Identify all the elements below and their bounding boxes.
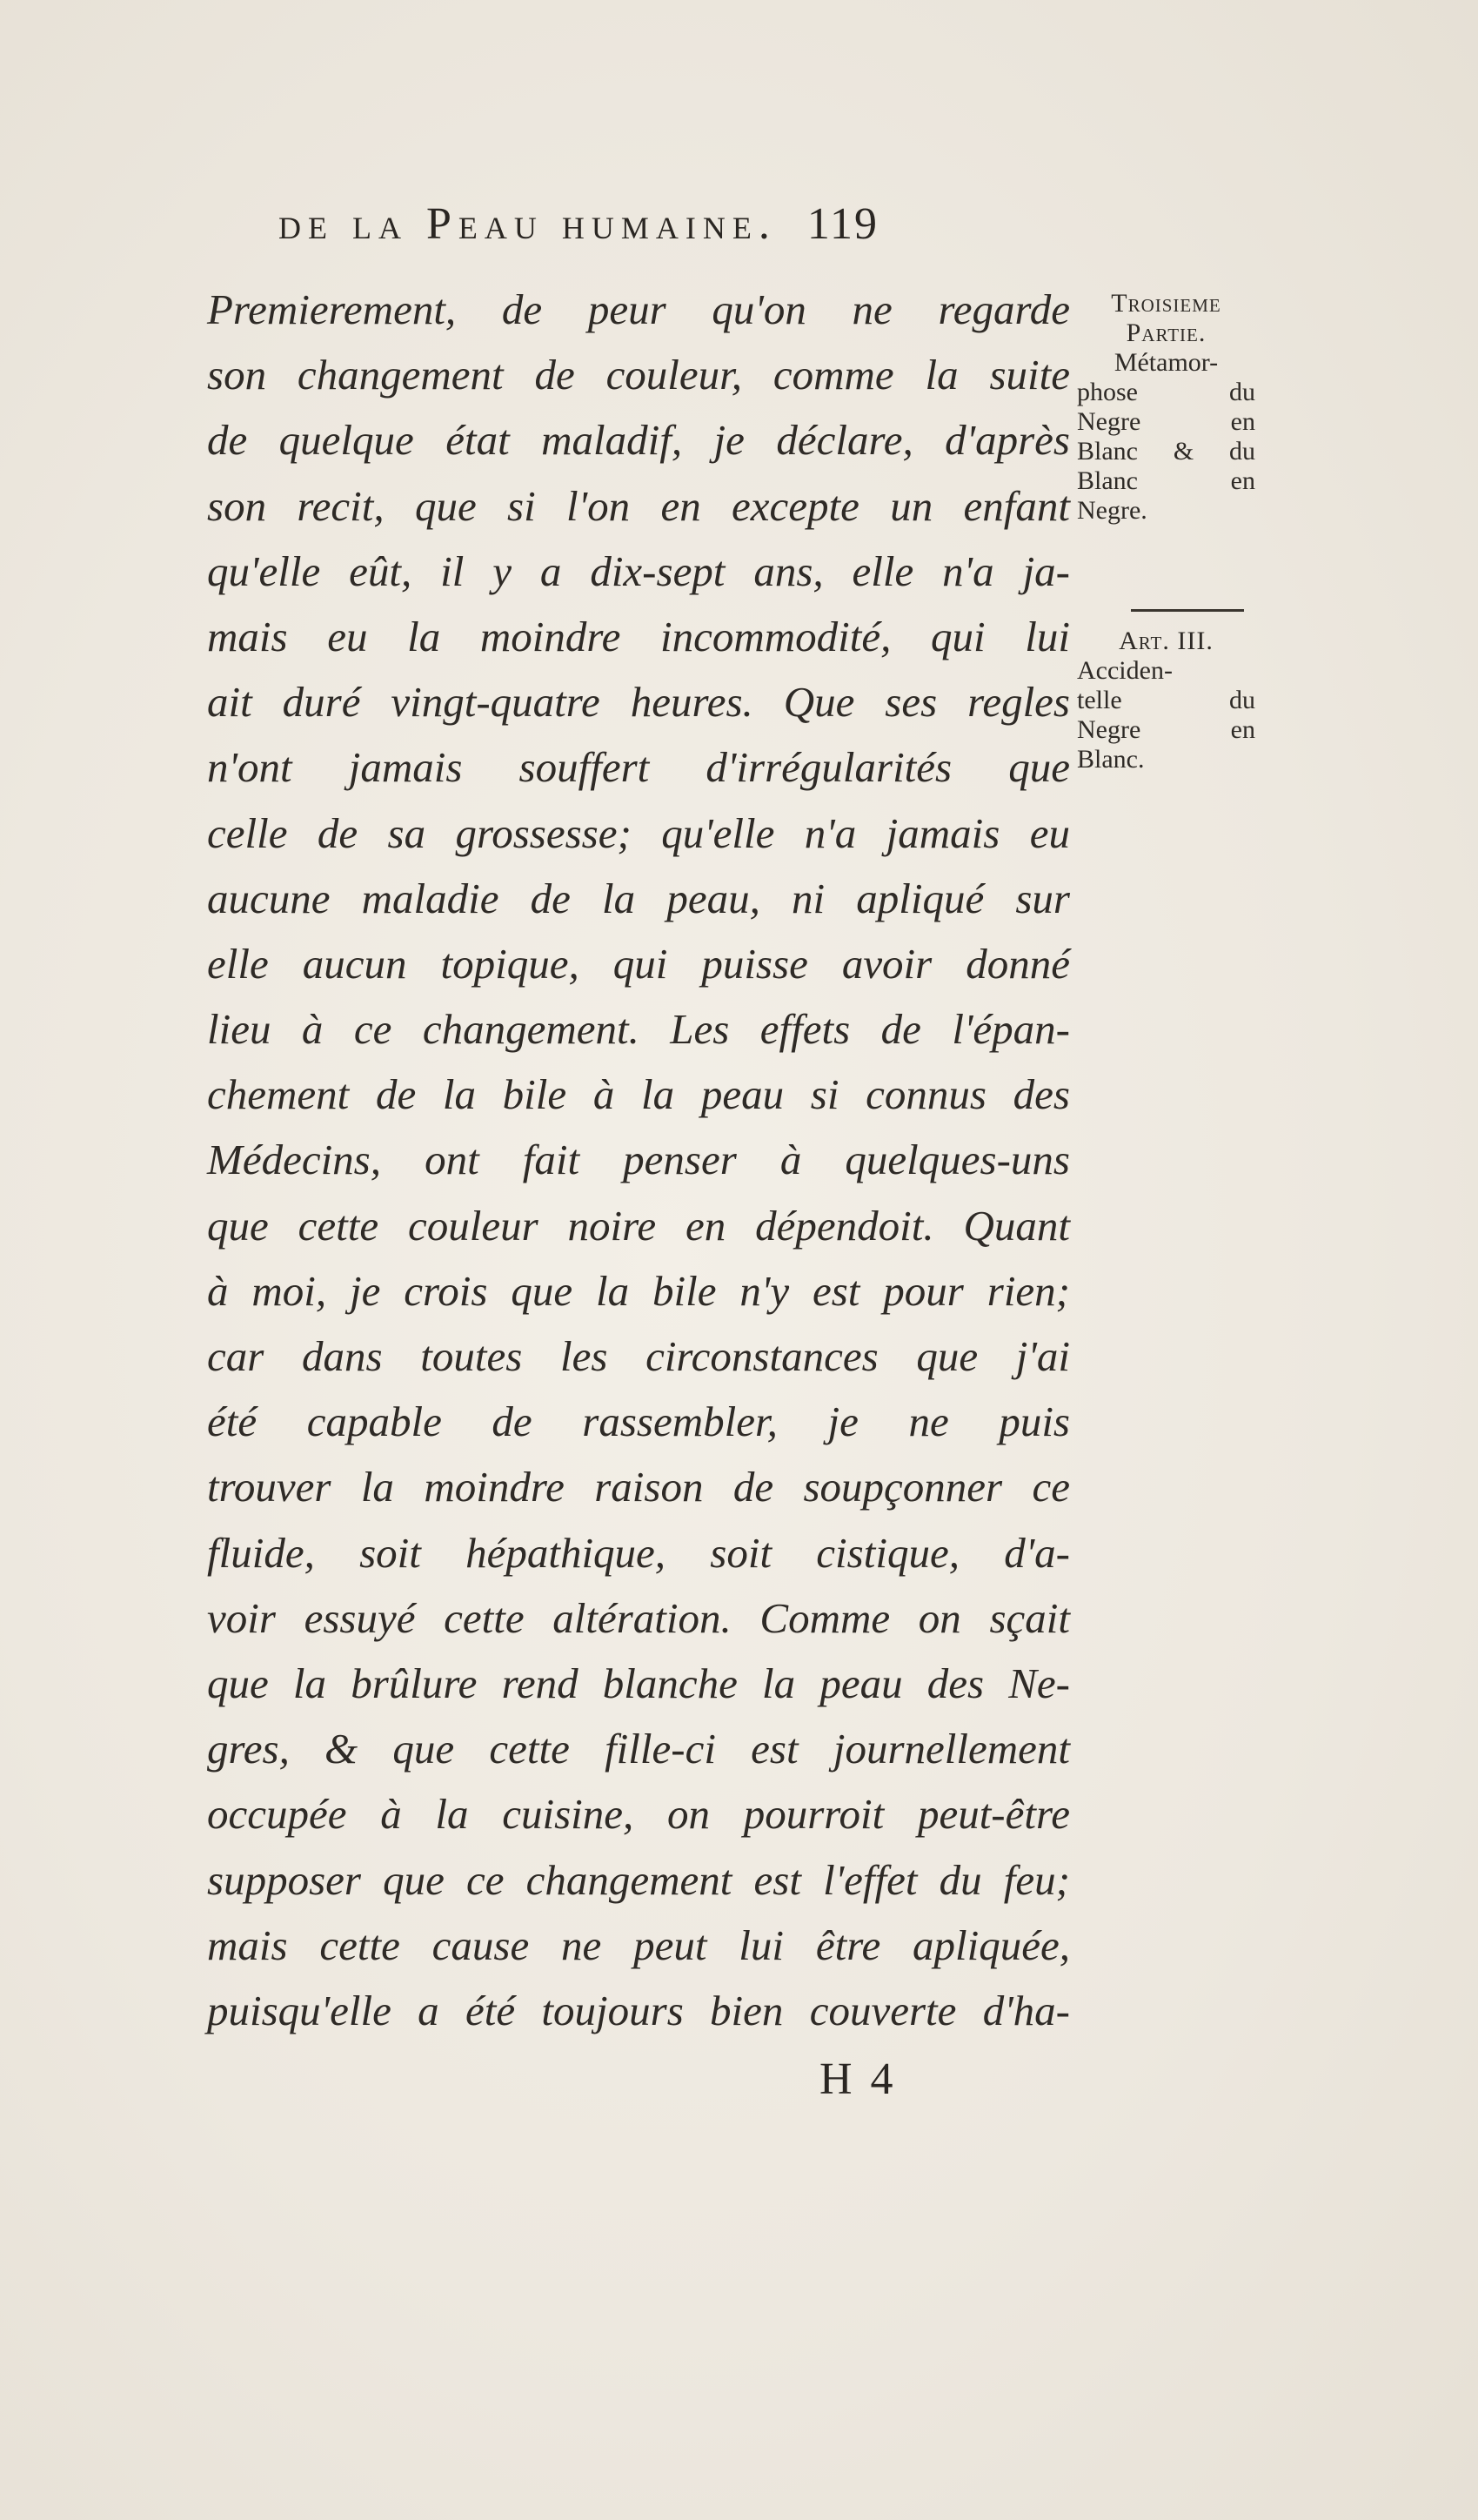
- text-line: celle de sa grossesse; qu'elle n'a jamais eu: [207, 808, 1070, 857]
- margin-line: Negre en: [1077, 407, 1255, 436]
- text-line: elle aucun topique, qui puisse avoir donné: [207, 939, 1070, 988]
- margin-line: Negre.: [1077, 496, 1147, 525]
- margin-line: Blanc en: [1077, 466, 1255, 495]
- text-line: aucune maladie de la peau, ni apliqué sur: [207, 874, 1070, 922]
- text-line: car dans toutes les circonstances que j'ai: [207, 1332, 1070, 1380]
- margin-line: Partie.: [1126, 318, 1207, 347]
- signature-mark: H 4: [819, 2054, 897, 2104]
- margin-note-article: [1077, 627, 1255, 774]
- margin-line: Acciden-: [1077, 656, 1173, 685]
- text-line: trouver la moindre raison de soupçonner ce: [207, 1463, 1070, 1511]
- margin-line: Métamor-: [1114, 348, 1219, 377]
- page-number: 119: [806, 199, 879, 249]
- margin-line: Troisieme: [1111, 289, 1221, 318]
- text-line: n'ont jamais souffert d'irrégularités que: [207, 743, 1070, 792]
- text-line: chement de la bile à la peau si connus des: [207, 1070, 1070, 1119]
- text-line: mais eu la moindre incommodité, qui lui: [207, 612, 1070, 660]
- text-line: occupée à la cuisine, on pourroit peut-être: [207, 1790, 1070, 1839]
- running-header: [278, 198, 1061, 250]
- margin-divider: [1131, 609, 1244, 612]
- margin-line: Art. III.: [1119, 627, 1214, 655]
- text-line: mais cette cause ne peut lui être apliquée,: [207, 1920, 1070, 1969]
- body-text: [207, 277, 1070, 2043]
- margin-note-section: [1077, 289, 1255, 526]
- text-line: supposer que ce changement est l'effet du feu;: [207, 1855, 1070, 1904]
- text-line: Médecins, ont fait penser à quelques-uns: [207, 1136, 1070, 1184]
- text-line: que la brûlure rend blanche la peau des Ne-: [207, 1659, 1070, 1707]
- text-line: lieu à ce changement. Les effets de l'épan-: [207, 1005, 1070, 1054]
- margin-line: phose du: [1077, 378, 1255, 406]
- margin-line: telle du: [1077, 686, 1255, 714]
- text-line: été capable de rassembler, je ne puis: [207, 1397, 1070, 1446]
- margin-line: Negre en: [1077, 715, 1255, 744]
- text-line: son recit, que si l'on en excepte un enfant: [207, 481, 1070, 530]
- margin-line: Blanc.: [1077, 745, 1145, 774]
- margin-line: Blanc & du: [1077, 437, 1255, 466]
- header-prefix: de la: [278, 199, 408, 249]
- text-line: qu'elle eût, il y a dix-sept ans, elle n'a ja-: [207, 546, 1070, 595]
- text-line: que cette couleur noire en dépendoit. Quant: [207, 1201, 1070, 1250]
- text-line: de quelque état maladif, je déclare, d'après: [207, 416, 1070, 465]
- text-line: voir essuyé cette altération. Comme on sçait: [207, 1593, 1070, 1642]
- text-line: gres, & que cette fille-ci est journellement: [207, 1725, 1070, 1773]
- text-line: Premierement, de peur qu'on ne regarde: [207, 285, 1070, 333]
- text-line: fluide, soit hépathique, soit cistique, d'a-: [207, 1528, 1070, 1577]
- text-line: ait duré vingt-quatre heures. Que ses regles: [207, 678, 1070, 727]
- header-title: Peau humaine.: [425, 199, 777, 249]
- text-line: puisqu'elle a été toujours bien couverte d'ha-: [207, 1986, 1070, 2034]
- text-line: à moi, je crois que la bile n'y est pour rien;: [207, 1266, 1070, 1315]
- text-line: son changement de couleur, comme la suite: [207, 351, 1070, 399]
